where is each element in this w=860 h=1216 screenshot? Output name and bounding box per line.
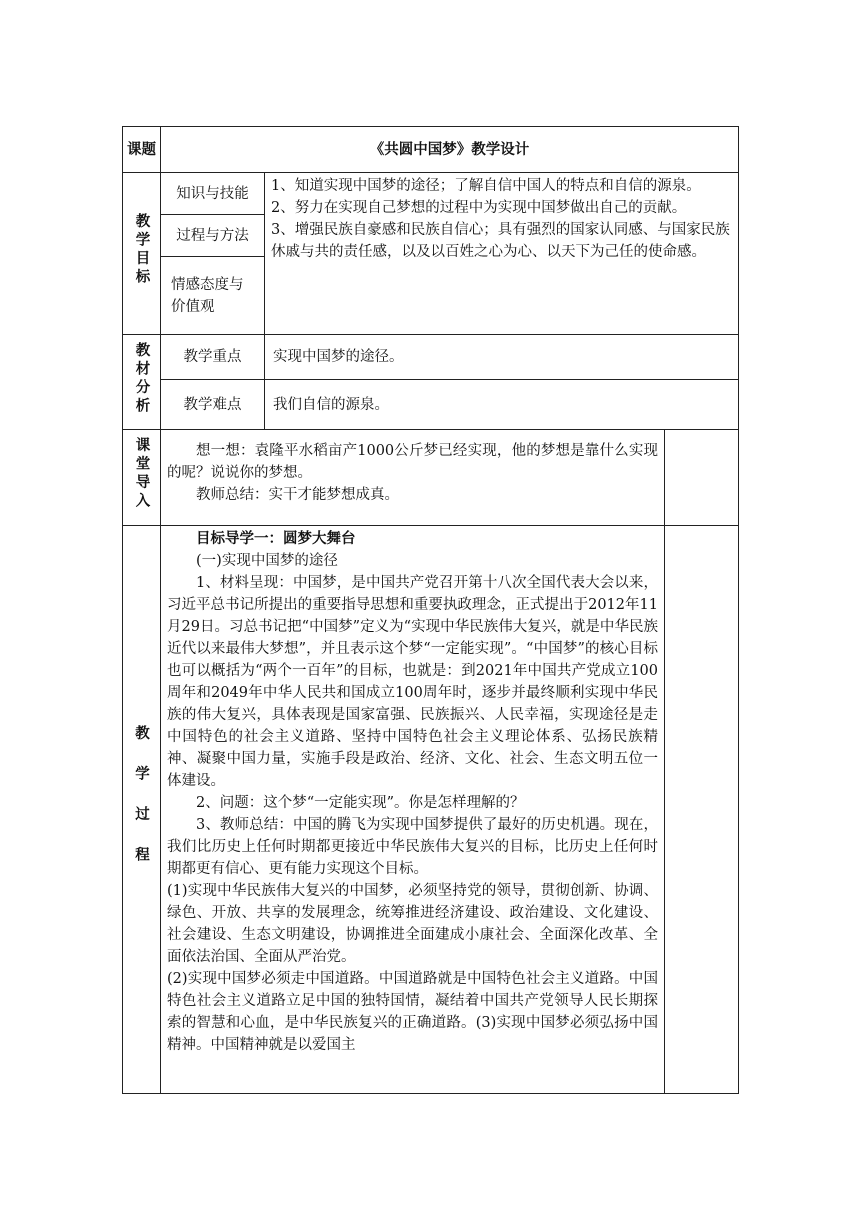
analysis-row-2 <box>123 380 739 430</box>
goals-label <box>123 173 161 335</box>
intro-content <box>161 430 665 526</box>
document-title: 《共圆中国梦》教学设计 <box>161 127 739 173</box>
lesson-plan-table <box>122 126 739 1094</box>
emotion-values-label: 情感态度与价值观 <box>161 257 265 335</box>
process-subheading: (一)实现中国梦的途径 <box>196 553 338 569</box>
goal-item-1: 1、知道实现中国梦的途径；了解自信中国人的特点和自信的源泉。 <box>271 178 701 194</box>
process-row <box>123 526 739 1094</box>
title-row <box>123 127 739 173</box>
intro-paragraph-2: 教师总结：实干才能梦想成真。 <box>196 487 399 503</box>
intro-paragraph-1: 想一想：袁隆平水稻亩产1000公斤梦已经实现，他的梦想是靠什么实现的呢？说说你的梦想。 <box>167 443 658 481</box>
process-label-text: 教学过程 <box>133 725 150 887</box>
process-content <box>161 526 665 1094</box>
process-heading: 目标导学一：圆梦大舞台 <box>196 530 356 547</box>
process-label <box>123 526 161 1094</box>
goal-item-2: 2、努力在实现自己梦想的过程中为实现中国梦做出自己的贡献。 <box>271 200 687 216</box>
intro-label-text: 课堂导入 <box>133 437 151 511</box>
process-notes-cell <box>665 526 739 1094</box>
process-paragraph-2: 2、问题：这个梦“一定能实现”。你是怎样理解的？ <box>196 795 525 811</box>
difficulty-label: 教学难点 <box>161 380 265 430</box>
difficulty-value: 我们自信的源泉。 <box>265 380 739 430</box>
knowledge-skills-label: 知识与技能 <box>161 173 265 215</box>
analysis-row-1 <box>123 335 739 380</box>
process-paragraph-1: 1、材料呈现：中国梦，是中国共产党召开第十八次全国代表大会以来，习近平总书记所提出的重要指导思想和重要执政理念，正式提出于2012年11月29日。习总书记把“中国梦”定义为“实现中华民族伟大复兴，就是中华民族近代以来最伟大梦想”，并且表示这个梦“一定能实现”。“中国梦”的核心目标也可以概括为“两个一百年”的目标，也就是：到2021年中国共产党成立100周年和2049年中华人民共和国成立100周年时，逐步并最终顺利实现中华民族的伟大复兴，具体表现是国家富强、民族振兴、人民幸福，实现途径是走中国特色的社会主义道路、坚持中国特色社会主义理论体系、弘扬民族精神、凝聚中国力量，实施手段是政治、经济、文化、社会、生态文明五位一体建设。 <box>167 575 658 789</box>
goals-label-text: 教学目标 <box>133 213 151 287</box>
intro-notes-cell <box>665 430 739 526</box>
goals-row-1 <box>123 173 739 215</box>
analysis-label-text: 教材分析 <box>133 341 151 416</box>
process-paragraph-4: (1)实现中华民族伟大复兴的中国梦，必须坚持党的领导，贯彻创新、协调、绿色、开放、共享的发展理念，统筹推进经济建设、政治建设、文化建设、社会建设、生态文明建设，协调推进全面建成小康社会、全面深化改革、全面依法治国、全面从严治党。 <box>167 883 658 965</box>
goals-content <box>265 173 739 335</box>
intro-label <box>123 430 161 526</box>
topic-label: 课题 <box>123 127 161 173</box>
key-point-value: 实现中国梦的途径。 <box>265 335 739 380</box>
process-method-label: 过程与方法 <box>161 215 265 257</box>
intro-row <box>123 430 739 526</box>
goal-item-3: 3、增强民族自豪感和民族自信心；具有强烈的国家认同感、与国家民族休戚与共的责任感，以及以百姓之心为心、以天下为己任的使命感。 <box>271 222 730 260</box>
key-point-label: 教学重点 <box>161 335 265 380</box>
process-paragraph-5: (2)实现中国梦必须走中国道路。中国道路就是中国特色社会主义道路。中国特色社会主义道路立足中国的独特国情，凝结着中国共产党领导人民长期探索的智慧和心血，是中华民族复兴的正确道路。(3)实现中国梦必须弘扬中国精神。中国精神就是以爱国主 <box>167 971 658 1053</box>
analysis-label <box>123 335 161 430</box>
process-paragraph-3: 3、教师总结：中国的腾飞为实现中国梦提供了最好的历史机遇。现在，我们比历史上任何时期都更接近中华民族伟大复兴的目标，比历史上任何时期都更有信心、更有能力实现这个目标。 <box>167 817 658 877</box>
